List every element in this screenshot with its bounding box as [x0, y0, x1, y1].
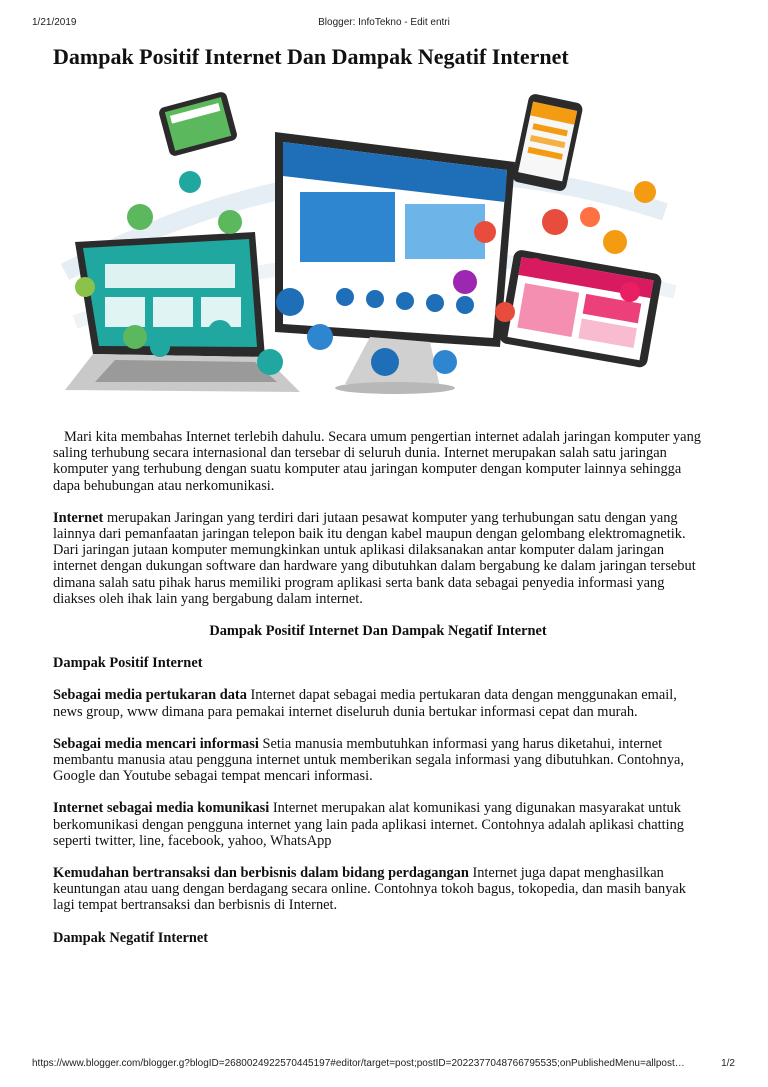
hero-illustration: [45, 92, 685, 397]
list-item: [53, 800, 703, 849]
negative-heading: Dampak Negatif Internet: [53, 929, 209, 946]
list-item: [53, 687, 703, 719]
print-date: 1/21/2019: [32, 17, 77, 28]
definition-text: merupakan Jaringan yang terdiri dari jutaan pesawat komputer yang terhubungan satu dengan yang lainnya dari pemanfaatan jaringan telepon baik itu dengan kabel maupun dengan gelombang elektromagnetik. Dari jaringan jutaan komputer memungkinkan untuk aplikasi dilaksanakan antar komputer dalam jaringan internet dengan dukungan software dan hardware yang dibutuhkan dalam bergabung ke dalam jaringan tersebut dimana salah satu pihak harus memiliki program aplikasi serta bank data sebagai penyedia informasi yang diakses oleh ihak lain yang bergabung dalam internet.: [53, 509, 696, 607]
list-item: [53, 736, 703, 785]
definition-paragraph: [53, 510, 703, 607]
list-item: [53, 865, 703, 914]
item-term: Kemudahan bertransaksi dan berbisnis dalam bidang perdagangan: [53, 865, 469, 882]
item-text: Setia manusia membutuhkan informasi yang harus diketahui, internet membantu manusia atau pengguna internet untuk memberikan segala informasi yang dibutuhkan. Contohnya, Google dan Youtube sebagai tempat mencari informasi.: [53, 735, 685, 785]
post-body: [53, 429, 703, 962]
item-term: Sebagai media mencari informasi: [53, 735, 259, 752]
print-header: [0, 17, 768, 31]
positive-heading: Dampak Positif Internet: [53, 655, 203, 672]
intro-paragraph: Mari kita membahas Internet terlebih dahulu. Secara umum pengertian internet adalah jaringan komputer yang saling terhubung secara internasional dan tersebar di seluruh dunia. Internet merupakan salah satu jaringan komputer yang terhubung dengan suatu komputer atau jaringan komputer dengan komputer lainnya sehingga dapa behubungan atau nerkomunikasi.: [53, 429, 701, 494]
tablet-icon: [498, 249, 662, 369]
item-term: Internet sebagai media komunikasi: [53, 800, 270, 817]
item-text: Internet juga dapat menghasilkan keuntungan atau uang dengan berdagang secara online. Contohnya tokoh bagus, tokopedia, dan masih banyak lagi tempat bertransaksi dan berbisnis di Internet.: [53, 865, 687, 914]
item-term: Sebagai media pertukaran data: [53, 687, 247, 704]
section-title: Dampak Positif Internet Dan Dampak Negatif Internet: [209, 623, 547, 640]
devices-illustration: [45, 92, 685, 397]
page-number: 1/2: [721, 1058, 735, 1069]
item-text: Internet merupakan alat komunikasi yang digunakan masyarakat untuk berkomunikasi dengan pengguna internet yang lain pada aplikasi internet. Contohnya adalah aplikasi chatting seperti twitter, line, facebook, yahoo, WhatsApp: [53, 800, 685, 849]
post-title: Dampak Positif Internet Dan Dampak Negatif Internet: [53, 44, 569, 69]
definition-term: Internet: [53, 509, 104, 526]
print-footer: [0, 1058, 768, 1072]
smartphone-icon: [158, 92, 239, 157]
smartphone-icon: [511, 93, 584, 192]
print-page-title: Blogger: InfoTekno - Edit entri: [318, 17, 450, 28]
item-text: Internet dapat sebagai media pertukaran data dengan menggunakan email, news group, www dimana para pemakai internet diseluruh dunia bertukar informasi cepat dan murah.: [53, 687, 677, 720]
page-url: https://www.blogger.com/blogger.g?blogID=2680024922570445197#editor/target=post;postID=2022377048766795535;onPublishedMenu=allpost…: [32, 1058, 685, 1069]
